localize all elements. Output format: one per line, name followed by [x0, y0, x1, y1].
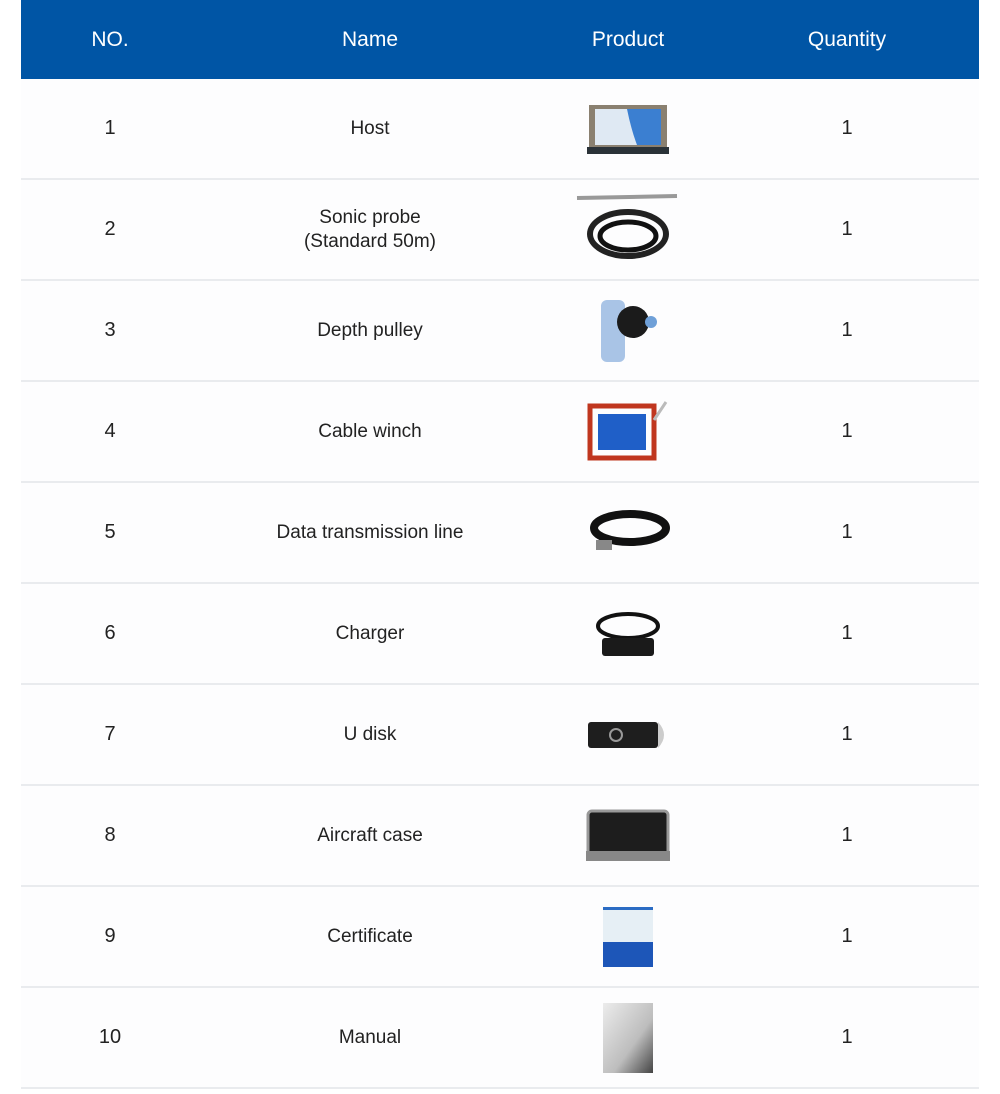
row-no: 5	[104, 521, 116, 543]
row-name: Data transmission line	[276, 521, 464, 543]
row-quantity: 1	[841, 1026, 853, 1048]
table-row	[21, 281, 979, 382]
row-no: 7	[104, 723, 116, 745]
packing-list-table	[21, 0, 979, 1089]
host-device-icon	[541, 103, 715, 155]
row-no: 8	[104, 824, 116, 846]
aircraft-case-icon	[541, 807, 715, 865]
table-row	[21, 483, 979, 584]
row-no: 4	[104, 420, 116, 442]
table-row	[21, 988, 979, 1089]
row-name: Charger	[335, 622, 405, 644]
row-no: 2	[104, 218, 116, 240]
row-name: Cable winch	[318, 420, 422, 442]
row-quantity: 1	[841, 925, 853, 947]
row-name: Certificate	[327, 925, 413, 947]
row-quantity: 1	[841, 723, 853, 745]
header-quantity: Quantity	[807, 27, 887, 51]
table-header	[21, 0, 979, 79]
table-row	[21, 382, 979, 483]
charger-icon	[541, 604, 715, 664]
row-quantity: 1	[841, 218, 853, 240]
header-product: Product	[591, 27, 665, 51]
row-quantity: 1	[841, 824, 853, 846]
header-name: Name	[341, 27, 399, 51]
depth-pulley-icon	[541, 296, 715, 366]
row-quantity: 1	[841, 521, 853, 543]
data-cable-icon	[541, 506, 715, 560]
row-no: 10	[98, 1026, 122, 1048]
table-row	[21, 685, 979, 786]
manual-icon	[541, 1002, 715, 1074]
table-row	[21, 887, 979, 988]
row-name: Sonic probe (Standard 50m)	[303, 206, 436, 252]
usb-disk-icon	[541, 718, 715, 752]
row-name: Depth pulley	[317, 319, 423, 341]
row-quantity: 1	[841, 117, 853, 139]
row-name: Host	[350, 117, 390, 139]
row-no: 9	[104, 925, 116, 947]
table-row	[21, 786, 979, 887]
table-row	[21, 180, 979, 281]
row-quantity: 1	[841, 319, 853, 341]
row-no: 3	[104, 319, 116, 341]
row-no: 6	[104, 622, 116, 644]
row-quantity: 1	[841, 622, 853, 644]
table-row	[21, 79, 979, 180]
cable-winch-icon	[541, 400, 715, 464]
row-no: 1	[104, 117, 116, 139]
row-name: Aircraft case	[317, 824, 423, 846]
sonic-probe-icon	[541, 192, 715, 268]
certificate-icon	[541, 906, 715, 968]
row-quantity: 1	[841, 420, 853, 442]
row-name: U disk	[343, 723, 397, 745]
table-row	[21, 584, 979, 685]
row-name: Manual	[338, 1026, 402, 1048]
header-no: NO.	[91, 27, 129, 51]
